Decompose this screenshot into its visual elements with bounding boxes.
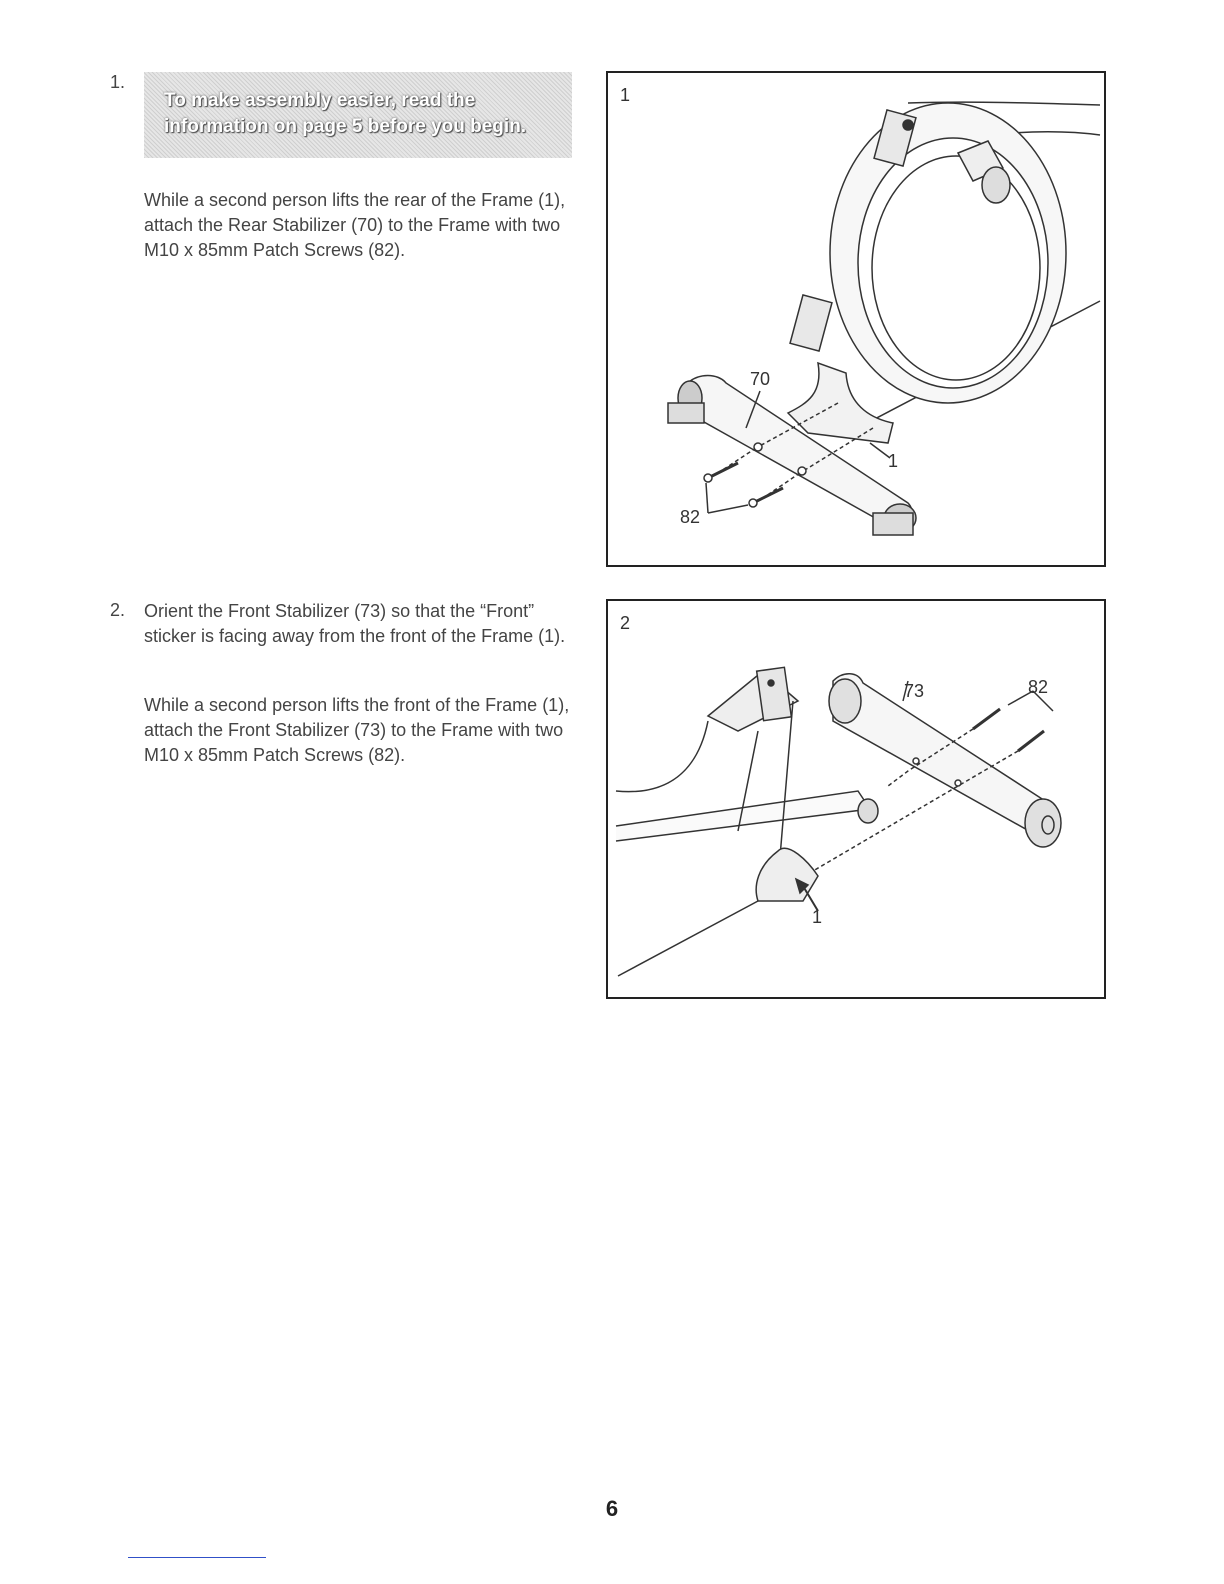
- figure-2-number: 2: [620, 613, 631, 633]
- callout-82: 82: [1028, 677, 1049, 697]
- note-line-2: information on page 5 before you begin.: [164, 116, 527, 137]
- callout-1: 1: [812, 907, 823, 927]
- rear-stabilizer-illustration: [608, 73, 1104, 565]
- step-1-number: 1.: [110, 72, 126, 92]
- step-2-instruction-1: Orient the Front Stabilizer (73) so that the “Front” sticker is facing away from the front of the Frame (1).: [144, 601, 566, 646]
- step-2-number: 2.: [110, 600, 126, 620]
- callout-1: 1: [888, 451, 899, 471]
- page-number: 6: [605, 1496, 619, 1521]
- callout-73: 73: [904, 681, 925, 701]
- callout-70: 70: [750, 369, 771, 389]
- step-1-instruction: While a second person lifts the rear of the Frame (1), attach the Rear Stabilizer (70) to the Frame with two M10 x 85mm Patch Screws (82).: [144, 190, 566, 260]
- figure-2: [606, 599, 1106, 999]
- figure-1-number: 1: [620, 85, 631, 105]
- front-stabilizer-illustration: [608, 601, 1104, 997]
- assembly-note: [144, 72, 572, 158]
- callout-82: 82: [680, 507, 701, 527]
- figure-1: [606, 71, 1106, 567]
- footer-rule: [128, 1557, 266, 1558]
- note-line-1: To make assembly easier, read the: [164, 90, 476, 111]
- step-2-instruction-2: While a second person lifts the front of the Frame (1), attach the Front Stabilizer (73) to the Frame with two M10 x 85mm Patch Screws (82).: [144, 695, 570, 765]
